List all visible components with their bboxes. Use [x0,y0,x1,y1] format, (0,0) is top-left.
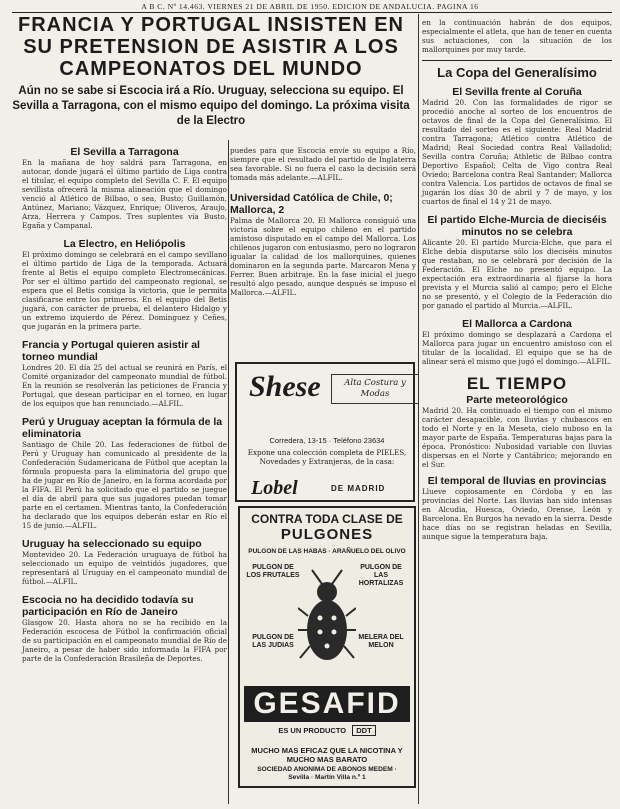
product-line-text: ES UN PRODUCTO [278,726,347,735]
article-title: La Electro, en Heliópolis [63,238,186,250]
pest-label: PULGON DE LAS HORTALIZAS [358,564,404,587]
article-body: Palma de Mallorca 20. El Mallorca consiguió una victoria sobre el equipo chileno en el partido amistoso disputado en el campo del Mallorca. Los chilenos jugaron con entusiasmo, pero no lograron igualar la calidad de los mallorquines, quienes dominaron en la segunda parte. Marcaron Mena y Ferrer. Buen arbitraje. En la fase inicial el juego resultó algo pesado, aunque después se impuso el Mallorca.—ALFIL. [230,216,416,297]
column-divider-left [228,140,229,804]
pest-label: PULGON DE LAS JUDIAS [252,634,294,649]
article-title: Uruguay ha seleccionado su equipo [22,538,202,550]
maker-mark: DDT [352,725,375,736]
article-body: puedes para que Escocia envíe su equipo a Río, siempre que el resultado del partido de Inglaterra sea favorable. Si no fuera el caso la decisión será tomada más adelante.—ALFIL. [230,146,416,182]
advert-brand: Shese [249,370,321,403]
article-body: en la continuación habrán de dos equipos, especialmente el atleta, que han de tener en cuenta sus actuaciones, con la situación de los mallorquines por muy tarde. [422,18,612,54]
advert-company: SOCIEDAD ANONIMA DE ABONOS MEDEM · Sevilla · Martín Villa n.º 1 [257,766,397,781]
aphid-illustration-icon [298,568,356,676]
advert-headline-line2: PULGONES [280,526,374,543]
fashion-advert [235,362,415,502]
column-2 [230,146,416,297]
article-title: El Mallorca a Cardona [462,318,572,330]
article-body: Glasgow 20. Hasta ahora no se ha recibido en la Federación escocesa de Fútbol la confirmación oficial de su participación en el campeonato mundial de Río de Janeiro, a pesar de haber sido informada la FIFA por parte de la Confederación Brasileña de Deportes. [22,618,227,663]
article-title: El Sevilla a Tarragona [70,146,179,158]
column-1 [22,146,227,663]
article-body: En la mañana de hoy saldrá para Tarragona, en autocar, donde jugará el último partido de Liga contra el titular, el equipo completo del Sevilla C. F. El equipo sevillista ofrecerá la misma alineación que el domingo venció al Atlético de Bilbao, o sea, Busto; Guillamón, Antúnez, Mariano; Vázquez, Enrique; Oliveros, Araujo, Arza, Herrera y Campos. Tres suplentes vía Busto, Egaña y Campanal. [22,158,227,230]
article-body: Santiago de Chile 20. Las federaciones de fútbol de Perú y Uruguay han comunicado al presidente de la Confederación Sudamericana de Fútbol que aceptan la fórmula propuesta para la eliminatoria del grupo que ha de jugar en Río de Janeiro, en la forma acordada por la FIFA. El Perú ha solicitado que el partido se juegue el día de abril para que sus jugadores puedan tomar parte en el certamen. Mientras tanto, la Confederación ha declarado que los equipos deberán estar en Río el 15 de junio.—ALFIL. [22,440,227,530]
column-3 [422,18,612,541]
article-body: El próximo domingo se desplazará a Cardona el Mallorca para jugar un encuentro amistoso con el titular de la localidad. El equipo que se ha de alinear será el mismo que jugó el domingo.—ALFIL. [422,330,612,366]
article-title: Escocia no ha decidido todavía su participación en Río de Janeiro [22,594,194,618]
article-body: Madrid 20. Ha continuado el tiempo con el mismo carácter desapacible, con lluvias y chubascos en todo el Norte y en la Meseta, cielo nuboso en la mayor parte de España. Temperaturas bajas para la época. Pronóstico: Nubosidad variable con lluvias dispersas en el Norte y Cantábrico; mejorando en el Sur. [422,406,612,469]
article-body: Madrid 20. Con las formalidades de rigor se procedió anoche al sorteo de los encuentros de octavos de final de la Copa del Generalísimo. El resultado del sorteo es el siguiente: Real Madrid contra Tarragona; Atlético contra Atlético de Madrid; Real Sociedad contra Real Valladolid; Sevilla contra Coruña; Athletic de Bilbao contra Deportivo Español; Celta de Vigo contra Real Oviedo; Barcelona contra Real Santander; Mallorca contra Valencia. Los partidos de octavos de final se jugarán los días 30 de abril y 7 de mayo, y los cuartos de final el 14 y 21 de mayo. [422,98,612,206]
weather-section-title: EL TIEMPO [466,374,568,393]
advert-description: Expone una colección completa de PIELES, Novedades y Extranjeras, de la casa: [247,448,407,466]
article-title: Parte meteorológico [466,394,568,406]
pesticide-advert [238,506,416,788]
advert-slogan: MUCHO MAS EFICAZ QUE LA NICOTINA Y MUCHO MAS BARATO [251,746,403,764]
article-body: Montevideo 20. La Federación uruguaya de fútbol ha seleccionado un equipo de veintidós jugadores, que representará al Uruguay en el campeonato mundial de fútbol.—ALFIL. [22,550,227,586]
article-body: Alicante 20. El partido Murcia-Elche, que para el Elche debía disputarse sólo los dieciséis minutos que restaban, no se celebrará por decisión de la Federación. El Elche no presentó equipo. La expectación era extraordinaria al fijarse la hora prevista y el Murcia salió al campo; pero el Elche no se presentó, y el Colegio de la Federación dio por ganado el partido al Murcia.—ALFIL. [422,238,612,310]
product-line [240,726,414,735]
section-rule [422,60,612,61]
advert-city: DE MADRID [331,484,386,493]
article-title: Universidad Católica de Chile, 0; Mallorca, 2 [230,192,393,216]
column-divider-right [418,14,419,804]
top-rule [12,12,612,13]
advert-tagline: Alta Costura y Modas [331,374,419,404]
main-headline: FRANCIA Y PORTUGAL INSISTEN EN SU PRETENSION DE ASISTIR A LOS CAMPEONATOS DEL MUNDO [18,14,404,80]
article-title: El Sevilla frente al Coruña [452,86,582,98]
pest-label: PULGON DE LOS FRUTALES [246,564,300,579]
article-title: El temporal de lluvias en provincias [427,475,607,487]
product-name: GESAFID [244,686,410,722]
article-title: El partido Elche-Murcia de dieciséis minutos no se celebra [427,214,607,238]
advert-subtitle: PULGON DE LAS HABAS · ARAÑUELO DEL OLIVO [248,548,406,555]
article-body: El próximo domingo se celebrará en el campo sevillano el último partido de Liga de la temporada. Actuará frente al Betis el equipo completo Electromecánicas. Por ser el último partido del campeonato regional, se espera que el Betis consiga la victoria, que le permita clasificarse entre los primeros. En el equipo del Betis jugará, con carácter de prueba, el delantero Hidalgo y un extremo izquierdo de Pérez. Dominguez y Ceñes, que jugarán en la primera parte. [22,250,227,331]
article-title: Perú y Uruguay aceptan la fórmula de la eliminatoria [22,416,223,440]
article-body: Llueve copiosamente en Córdoba y en las provincias del Norte. Las lluvias han sido intensas en Alcudia, Huesca, Oviedo, Orense, León y Barcelona. En Burgos ha nevado en la sierra. Desde hace días no se registran heladas en Sevilla, aunque sigue la temperatura baja. [422,487,613,541]
pest-label: MELERA DEL MELON [358,634,404,649]
article-title: Francia y Portugal quieren asistir al torneo mundial [22,339,200,363]
advert-house: Lobel [251,477,298,499]
section-title: La Copa del Generalísimo [437,65,597,80]
advert-headline-line1: CONTRA TODA CLASE DE [251,512,403,526]
advert-address: Corredera, 13-15 · Teléfono 23634 [269,436,385,445]
advert-headline [240,512,414,542]
running-head: A B C. Nº 14.463. VIERNES 21 DE ABRIL DE 1950. EDICION DE ANDALUCIA. PAGINA 16 [141,2,479,11]
article-body: Londres 20. El día 25 del actual se reunirá en París, el Comité organizador del campeonato mundial de fútbol. En la reunión se resolverán las peticiones de Francia y Portugal, que desean participar en el torneo, en lugar de los equipos que han renunciado.—ALFIL. [22,363,227,408]
main-deck: Aún no se sabe si Escocia irá a Río. Uruguay, selecciona su equipo. El Sevilla a Tarragona, con el mismo equipo del domingo. La próxima visita de la Electro [12,85,410,127]
